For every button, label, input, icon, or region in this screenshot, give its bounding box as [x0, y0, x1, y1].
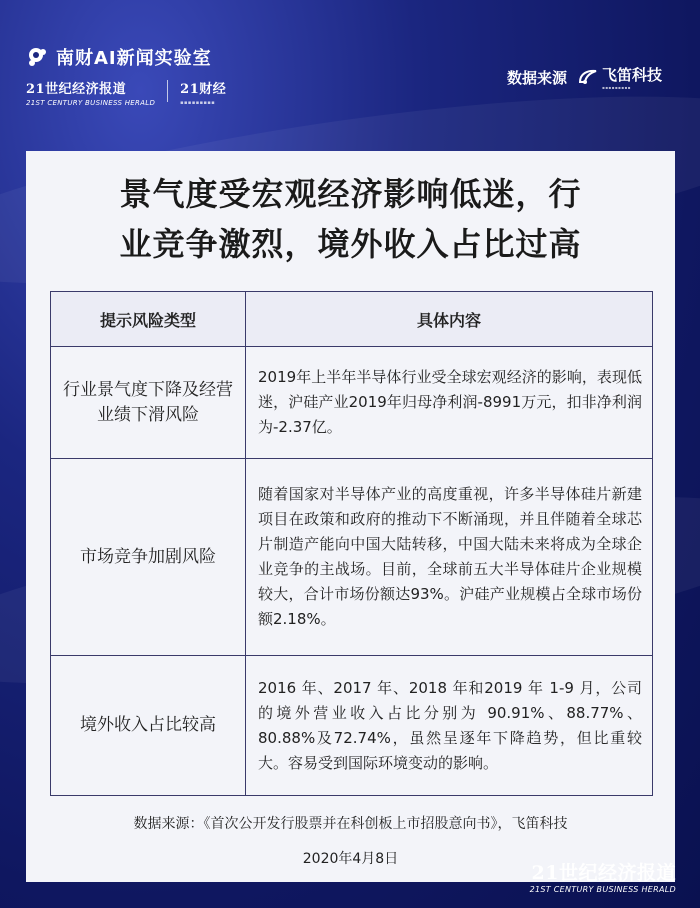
page-title: [26, 169, 675, 269]
watermark-title: 21世纪经济报道: [531, 862, 676, 884]
table-row: [51, 347, 653, 459]
sub-brand-2: 21财经: [180, 82, 227, 97]
watermark-logo: [530, 858, 676, 894]
data-source-header: [507, 64, 662, 90]
column-header-type: 提示风险类型: [51, 292, 246, 347]
risk-content-cell: 2016 年、2017 年、2018 年和2019 年 1-9 月，公司的境外营业收入占比分别为 90.91%、88.77%、80.88%及72.74%，虽然呈逐年下降趋势，但比重较大。容易受到国际环境变动的影响。: [246, 656, 653, 796]
sub-brand-2-tagline: ▪▪▪▪▪▪▪▪▪: [180, 100, 216, 106]
header: [0, 0, 700, 150]
watermark-english: 21ST CENTURY BUSINESS HERALD: [529, 885, 676, 894]
table-header-row: [51, 292, 653, 347]
sub-brand-english: 21ST CENTURY BUSINESS HERALD: [26, 99, 156, 107]
divider: [167, 80, 168, 102]
risk-content-cell: 随着国家对半导体产业的高度重视，许多半导体硅片新建项目在政策和政府的推动下不断涌现，并且伴随着全球芯片制造产能向中国大陆转移，中国大陆未来将成为全球企业竞争的主战场。目前，全球前五大半导体硅片企业规模较大，合计市场份额达93%。沪硅产业规模占全球市场份额2.18%。: [246, 459, 653, 656]
risk-table: [50, 291, 653, 796]
risk-type-cell: 行业景气度下降及经营业绩下滑风险: [51, 347, 246, 459]
content-card: [26, 151, 675, 882]
sub-brand-title: 21世纪经济报道: [26, 82, 127, 97]
column-header-content: 具体内容: [246, 292, 653, 347]
feidi-logo-icon: [577, 68, 599, 86]
risk-type-cell: 市场竞争加剧风险: [51, 459, 246, 656]
brand-row: [26, 44, 212, 70]
brand-logo-icon: [26, 45, 50, 69]
source-label: 数据来源: [506, 68, 567, 87]
source-tagline: ▪▪▪▪▪▪▪▪▪: [601, 85, 631, 90]
risk-content-cell: 2019年上半年半导体行业受全球宏观经济的影响，表现低迷，沪硅产业2019年归母净利润-8991万元，扣非净利润为-2.37亿。: [246, 347, 653, 459]
table-row: [51, 459, 653, 656]
table-row: [51, 656, 653, 796]
title-line-2: 业竞争激烈，境外收入占比过高: [119, 225, 582, 263]
risk-type-cell: 境外收入占比较高: [51, 656, 246, 796]
brand-name: 南财AI新闻实验室: [56, 48, 212, 69]
footer-source: 数据来源：《首次公开发行股票并在科创板上市招股意向书》，飞笛科技: [133, 816, 568, 832]
footer-date: 2020年4月8日: [302, 851, 399, 867]
title-line-1: 景气度受宏观经济影响低迷，行: [119, 175, 582, 213]
sub-brand: [26, 78, 226, 107]
source-name: 飞笛科技: [601, 66, 662, 84]
